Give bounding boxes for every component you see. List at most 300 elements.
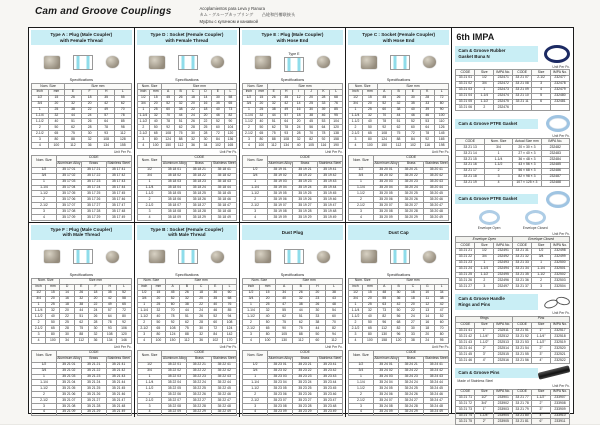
impa-section-title-line: Cam & Groove PTFE Gasket [458,120,518,126]
code-cell: 35 22 41 [212,362,237,368]
spec-cell: 15 [48,95,65,101]
spec-cell: 80 [363,332,377,338]
column-header: Size mm [162,84,237,90]
code-cell: 35 17 27 [81,203,106,209]
impa-cell: 232485 [541,162,569,168]
code-cell: 3/4 [348,173,373,179]
spec-cell: 20 [48,101,65,107]
column-header: H [280,89,292,95]
product-photo-icon [317,251,330,263]
spec-cell: 84 [406,137,420,143]
impa-cell: 33 21 31 [513,248,532,254]
spec-cell: 38 [74,302,88,308]
code-cell: 35 21 26 [81,392,106,398]
spec-cell: 30 [194,326,208,332]
spec-cell: 26 [187,119,199,125]
code-cell: 35 24 21 [399,362,424,368]
column-header: CODE [56,350,131,356]
impa-cell: 1-1/4" [532,334,551,340]
code-cell: 35 17 09 [56,215,81,221]
impa-cell: 232522 [551,358,570,364]
spec-cell: 90 [434,107,448,113]
column-header: Nom. Size [137,350,162,362]
specifications-label: Specifications [280,272,305,277]
spec-table-head [348,278,449,290]
spec-cell: 15 [363,290,377,296]
column-header: mm [46,284,60,290]
spec-cell: 38 [434,296,448,302]
coupling-panel [240,28,346,223]
spec-cell: 134 [103,338,117,344]
code-cell: 35 17 04 [56,185,81,191]
spec-cell: 25 [199,125,211,131]
code-cell: 3/4 [137,173,162,179]
spec-cell: 45 [305,119,317,125]
spec-cell: 2-1/2 [243,131,255,137]
column-header: G [420,284,434,290]
impa-cell: 232513 [494,340,513,346]
impa-cell: 33 21 15 [456,157,484,163]
impa-cell: 2" [475,419,494,425]
spec-table-body [137,290,237,343]
spec-cell: 32 [268,101,280,107]
code-cell: 1/2 [348,362,373,368]
spec-cell: 78 [103,320,117,326]
spec-cell: 134 [280,143,292,149]
impa-cell: 232519 [551,340,570,346]
spec-cell: 51 [268,119,280,125]
column-header: Envelope Closed [513,237,570,243]
spec-cell: 73 [377,308,391,314]
column-header: mm [255,89,267,95]
code-cell: 35 21 03 [56,374,81,380]
spec-cell: 22 [60,314,74,320]
spec-cell: 1-1/2 [137,314,151,320]
spec-cell: 40 [48,119,65,125]
code-cell: 35 20 24 [399,185,424,191]
spec-cell: 1-1/2 [32,314,46,320]
code-cell: 1-1/4 [137,185,162,191]
spec-cell: 1-1/4 [243,308,260,314]
impa-cell: 33 21 21 [456,248,475,254]
code-cell: 35 24 46 [424,392,449,398]
code-cell: 35 20 06 [373,197,398,203]
spec-cell: 80 [48,137,65,143]
spec-cell: 28 [420,95,434,101]
spec-cell: 30 [406,95,420,101]
spec-cell: 80 [255,137,267,143]
impa-cell: 232482 [541,145,569,151]
code-cell: 35 18 02 [162,173,187,179]
product-photo-icon [361,56,377,69]
code-cell: 35 19 08 [268,209,293,215]
code-table-head [243,350,343,362]
spec-cell: 26 [74,290,88,296]
impa-section-head [455,45,570,63]
column-header: Stainless Steel [425,356,448,361]
panel-title-line: with Hose End [382,37,415,43]
spec-cell: 32 [363,308,377,314]
unit-per-pc-label: Unit Per Pc. [325,345,343,350]
code-cell: 4 [348,409,373,415]
spec-cell: 60 [406,125,420,131]
impa-cell: 33 21 42 [456,334,475,340]
product-photo-icon [255,56,271,69]
spec-cell: 12 [292,95,304,101]
spec-cell: 20 [187,101,199,107]
code-cell: 35 18 43 [212,179,237,185]
code-cell: 35 21 27 [81,398,106,404]
spec-cell: 25 [363,107,377,113]
impa-section [455,191,570,291]
column-header: Size mm [377,278,449,284]
spec-row [348,338,449,344]
impa-cell: 233908 [551,401,570,407]
technical-drawing-icon [178,249,198,264]
spec-cell: 108 [166,326,180,332]
spec-cell: 18 [60,302,74,308]
column-header: E [212,89,224,95]
spec-row [137,143,237,149]
spec-cell: 96 [377,320,391,326]
spec-cell: 14 [60,290,74,296]
impa-cell: 1-1/2 [532,272,551,278]
spec-cell: 40 [259,314,276,320]
column-header: CODE [456,139,484,145]
code-cell: 35 20 22 [399,173,424,179]
spec-cell: 2 [348,125,362,131]
impa-cell: 1" [475,328,494,334]
spec-cell: 60 [212,125,224,131]
panel-title-line: Type E : Plug (Male Coupler) [261,31,324,37]
spec-cell: 34 [199,143,211,149]
spec-cell: 28 [60,326,74,332]
spec-cell: 3/4 [348,296,362,302]
spec-cell: 62 [114,101,131,107]
code-cell: 2-1/2 [348,398,373,404]
impa-cell: 107 × 125 × 3 [513,180,541,186]
code-cell: 35 20 05 [373,191,398,197]
content-frame [28,27,574,423]
code-cell: 35 20 41 [424,167,449,173]
spec-cell: 44 [268,113,280,119]
spec-cell: 63 [377,302,391,308]
code-cell: 1/2 [137,362,162,368]
impa-cell: 33 21 18 [456,174,484,180]
code-cell: 35 23 26 [292,392,317,398]
code-cell: 35 20 26 [399,197,424,203]
spec-cell: 1 [32,107,49,113]
unit-per-pc-label: Unit Per Pc. [431,150,450,155]
column-header: L [434,89,448,95]
column-header: D [60,284,74,290]
code-cell: 35 19 28 [292,209,317,215]
code-row [348,215,449,221]
spec-cell: 15 [151,290,165,296]
impa-row [456,358,570,364]
spec-cell: 46 [406,113,420,119]
code-cell: 2 [32,392,57,398]
spec-cell: 75 [74,326,88,332]
impa-cell: 233911 [551,419,570,425]
spec-cell: 3/4 [32,101,49,107]
impa-cell: 232481 [551,99,570,105]
column-header: mm [259,284,276,290]
spec-cell: 32 [74,296,88,302]
spec-cell: 25 [305,101,317,107]
column-header: Nom. Size [348,278,377,284]
code-cell: 35 19 09 [268,215,293,221]
spec-cell: 20 [255,101,267,107]
impa-cell: 33 21 04 [456,93,475,99]
spec-cell: 50 [363,125,377,131]
impa-cell: 1/2 [532,248,551,254]
spec-cell: 105 [276,332,293,338]
spec-cell: 2 [32,320,46,326]
spec-cell: 30 [208,290,222,296]
spec-cell: 134 [98,143,115,149]
code-cell: 35 23 05 [268,386,293,392]
product-photo-icon [255,250,271,263]
spec-cell: 3 [137,137,149,143]
impa-cell: 33 21 46 [456,358,475,364]
column-header: Nom. Size [137,155,162,167]
impa-cell: 3 [532,81,551,87]
spec-cell: 16 [60,296,74,302]
product-images [242,242,343,272]
spec-cell: 68 [222,296,236,302]
spec-cell: 165 [224,143,237,149]
spec-cell: 130 [276,338,293,344]
column-header: E [74,284,88,290]
code-row [137,215,237,221]
impa-cell: 232503 [551,278,570,284]
product-photo-icon [149,250,165,263]
spec-cell: 76 [330,101,343,107]
code-cell: 35 18 26 [187,197,212,203]
spec-cell: 62 [174,125,186,131]
spec-cell: 124 [377,137,391,143]
impa-cell: 232493 [494,260,513,266]
spec-cell: 60 [309,338,326,344]
column-header: Size mm [276,278,342,284]
spec-table-head [243,278,343,290]
code-cell: 35 21 25 [81,386,106,392]
code-cell: 35 17 43 [106,179,131,185]
impa-cell: 1-1/4" [475,334,494,340]
spec-cell: 112 [180,338,194,344]
product-photo-icon [211,251,224,263]
code-cell: 35 19 44 [317,185,342,191]
spec-cell: 105 [305,143,317,149]
impa-cell: 232512 [494,334,513,340]
spec-cell: 4 [137,338,151,344]
code-cell: 35 18 05 [162,191,187,197]
impa-cell: 33 21 35 [513,272,532,278]
spec-cell: 25 [48,107,65,113]
spec-cell: 35 [406,101,420,107]
code-cell: 35 24 24 [399,380,424,386]
column-header: mm [363,284,377,290]
gasket-variant-caption: Envelope Open [477,225,501,230]
code-cell: 3/4 [32,368,57,374]
product-photo-icon [44,250,60,263]
spec-cell: 42 [103,296,117,302]
code-cell: 35 21 45 [106,386,131,392]
column-header: E [208,284,222,290]
column-header: inch [32,284,46,290]
spec-cell: 80 [46,332,60,338]
spec-cell: 64 [103,314,117,320]
spec-cell: 158 [377,338,391,344]
impa-cell: 3/4 [532,254,551,260]
code-cell: 35 17 22 [81,173,106,179]
code-cell: 35 22 46 [212,392,237,398]
code-cell: 35 24 45 [424,386,449,392]
product-images [31,47,132,77]
code-cell: 35 23 04 [268,380,293,386]
spec-cell: 108 [280,137,292,143]
spec-cell: 64 [98,119,115,125]
impa-cell: 33 21 03 [456,87,475,93]
page-header [35,6,295,25]
spec-cell: 92 [377,125,391,131]
spec-cell: 30 [81,131,98,137]
spec-cell: 28 [194,320,208,326]
spec-cell: 2 [243,125,255,131]
spec-cell: 108 [103,332,117,338]
impa-cell: 3 [484,174,512,180]
code-cell: 1-1/4 [348,380,373,386]
spec-cell: 1-1/4 [32,308,46,314]
code-cell: 35 18 08 [162,209,187,215]
subtitle-japanese-chinese: カム・グルーブカップリング 凸轮和凹槽联接头 [199,12,296,18]
column-header: A [166,284,180,290]
impa-section [455,45,570,111]
coupling-panel [135,223,241,417]
spec-cell: 75 [268,131,280,137]
column-header: CODE [456,389,475,395]
spec-cell: 42 [434,302,448,308]
specifications-label: Specifications [386,272,411,277]
spec-cell: 20 [46,296,60,302]
code-cell: 1-1/2 [137,191,162,197]
impa-cell: 33 21 22 [456,254,475,260]
drawing-cross-section [284,57,304,72]
code-cell: 35 20 47 [424,203,449,209]
spec-cell: 165 [434,137,448,143]
spec-cell: 26 [88,314,102,320]
column-header: Nom. Size [32,350,57,362]
spec-cell: 94 [326,332,343,338]
spec-cell: 112 [377,326,391,332]
column-header: Aluminum Alloy [57,161,81,166]
spec-cell: 1-1/2 [32,119,49,125]
spec-cell: 53 [317,119,329,125]
column-header: Size [475,322,494,328]
column-header: Nom. Size [137,278,165,284]
code-table-head [348,350,449,362]
code-cell: 35 24 07 [373,398,398,404]
impa-table-head [456,316,570,328]
spec-cell: 150 [377,143,391,149]
ptfe-ring-icon [546,191,570,208]
code-cell: 3/4 [243,173,268,179]
spec-cell: 13 [420,308,434,314]
column-header: Stainless Steel [213,161,236,166]
spec-cell: 1 [243,107,255,113]
code-cell: 35 23 24 [292,380,317,386]
column-header: I [292,89,304,95]
column-header: Size mm [65,84,131,90]
spec-cell: 25 [150,107,162,113]
product-photo-icon [149,56,165,69]
spec-cell: 40 [208,302,222,308]
spec-cell: 124 [162,137,174,143]
spec-cell: 50 [48,125,65,131]
panel-title-line: Dust Cap [388,229,409,235]
impa-table [455,389,570,425]
spec-table-head [348,84,449,96]
spec-cell: 30 [391,290,405,296]
spec-cell: 145 [434,131,448,137]
spec-cell: 75 [292,326,309,332]
spec-cell: 42 [391,302,405,308]
spec-cell: 22 [199,119,211,125]
code-cell: 1-1/4 [32,185,57,191]
spec-cell: 48 [377,290,391,296]
column-header: inch [137,89,149,95]
spec-cell: 62 [391,125,405,131]
impa-table-body [456,145,570,186]
spec-cell: 44 [65,113,82,119]
column-header: J [305,89,317,95]
column-header: Size mm [268,84,343,90]
spec-cell: 60 [166,302,180,308]
spec-cell: 46 [420,113,434,119]
spec-cell: 126 [434,125,448,131]
code-cell: 2-1/2 [137,398,162,404]
code-cell: 1-1/2 [348,386,373,392]
code-cell: 3 [243,209,268,215]
spec-cell: 51 [292,314,309,320]
spec-cell: 1-1/4 [348,308,362,314]
envelope-gasket-icon [525,210,546,225]
spec-cell: 92 [166,320,180,326]
code-cell: 35 22 27 [187,398,212,404]
code-cell: 35 17 28 [81,209,106,215]
impa-cell: 1-1/2" [475,340,494,346]
spec-cell: 32 [259,308,276,314]
spec-cell: 78 [114,113,131,119]
column-header: Nom. Size [243,278,276,284]
spec-cell: 35 [212,101,224,107]
column-header: C [187,89,199,95]
spec-cell: 20 [305,95,317,101]
spec-cell: 108 [222,320,236,326]
spec-cell: 3 [32,332,46,338]
specifications-label: Specifications [175,272,199,277]
spec-cell: 100 [255,143,267,149]
spec-cell: 48 [326,302,343,308]
technical-drawing-icon [73,55,93,70]
spec-cell: 88 [65,137,82,143]
spec-table [348,278,450,344]
code-cell: 35 18 06 [162,197,187,203]
impa-cell: 33 21 33 [513,260,532,266]
code-cell: 3 [137,404,162,410]
code-cell: 3 [243,404,268,410]
